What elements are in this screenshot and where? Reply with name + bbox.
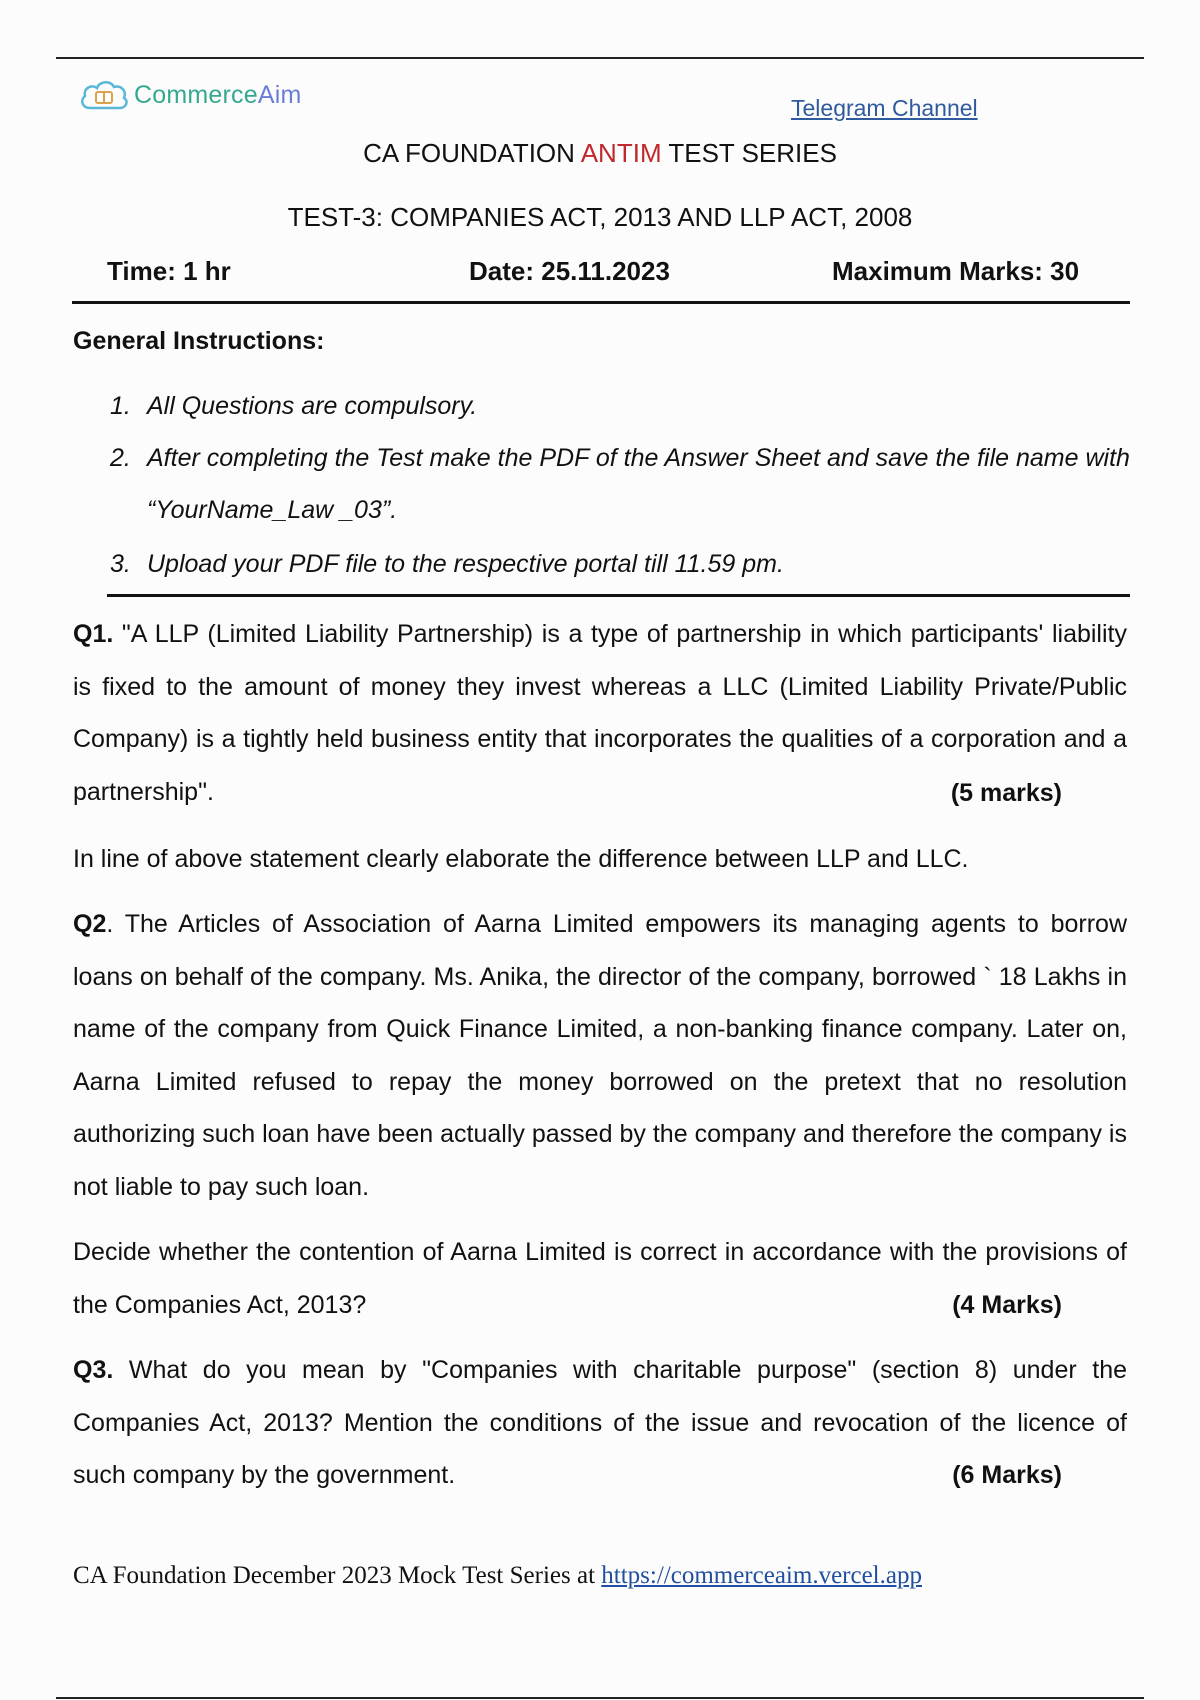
- instruction-number: 1.: [110, 392, 131, 420]
- instruction-text: All Questions are compulsory.: [147, 392, 478, 420]
- test-series-title: [0, 138, 1200, 169]
- title-part-2: TEST SERIES: [661, 138, 837, 168]
- question-2-label: Q2: [73, 910, 107, 938]
- logo-text: [134, 81, 302, 110]
- question-2-text: . The Articles of Association of Aarna Limited empowers its managing agents to borrow loans on behalf of the company. Ms. Anika, the director of the company, borrowed ` 18 Lakhs in name of the company from Quick Finance Limited, a non-banking finance company. Later on, Aarna Limited refused to repay the money borrowed on the pretext that no resolution authorizing such loan have been actually passed by the company and therefore the company is not liable to pay such loan.: [73, 910, 1127, 1201]
- test-subtitle: TEST-3: COMPANIES ACT, 2013 AND LLP ACT, 2008: [287, 202, 913, 232]
- logo-name-commerce: Commerce: [134, 80, 258, 109]
- question-2-followup: Decide whether the contention of Aarna Limited is correct in accordance with the provisions of the Companies Act, 2013?: [73, 1238, 1127, 1319]
- instruction-item: [110, 538, 1130, 590]
- test-date: Date: 25.11.2023: [469, 256, 670, 286]
- instruction-text: Upload your PDF file to the respective portal till 11.59 pm.: [147, 550, 784, 578]
- instruction-item: [110, 432, 1130, 536]
- question-3-text: What do you mean by "Companies with charitable purpose" (section 8) under the Companies Act, 2013? Mention the conditions of the issue and revocation of the licence of such company by the government.: [73, 1356, 1127, 1489]
- question-1-followup: In line of above statement clearly elaborate the difference between LLP and LLC.: [73, 845, 969, 873]
- question-3-marks: (6 Marks): [952, 1461, 1062, 1489]
- instruction-number: 3.: [110, 550, 131, 578]
- question-1-label: Q1.: [73, 620, 114, 648]
- instruction-text: After completing the Test make the PDF of the Answer Sheet and save the file name with “YourName_Law _03”.: [147, 444, 1130, 524]
- question-2: [73, 898, 1127, 1213]
- question-1-marks: (5 marks): [950, 779, 1062, 807]
- footer: [73, 1562, 922, 1590]
- bottom-rule: [56, 1697, 1144, 1699]
- footer-text: CA Foundation December 2023 Mock Test Series at: [73, 1562, 602, 1589]
- instruction-item: [110, 380, 1130, 432]
- question-3-label: Q3.: [73, 1356, 114, 1384]
- instruction-number: 2.: [110, 444, 131, 472]
- general-instructions-heading: General Instructions:: [73, 327, 325, 355]
- maximum-marks: Maximum Marks: 30: [832, 256, 1080, 286]
- title-part-1: CA FOUNDATION: [363, 138, 581, 168]
- header-divider: [72, 301, 1130, 304]
- title-highlight: ANTIM: [580, 138, 662, 168]
- instructions-divider: [107, 594, 1130, 597]
- question-2-marks: (4 Marks): [952, 1291, 1062, 1319]
- logo-name-aim: Aim: [257, 80, 302, 109]
- cloud-book-icon: [78, 78, 130, 112]
- top-rule: [56, 57, 1144, 59]
- commerceaim-logo[interactable]: [78, 78, 302, 112]
- telegram-channel-link[interactable]: Telegram Channel: [791, 95, 978, 121]
- question-1-text: "A LLP (Limited Liability Partnership) is a type of partnership in which participants' liability is fixed to the amount of money they invest whereas a LLC (Limited Liability Private/Public Company) is a tightly held business entity that incorporates the qualities of a corporation and a partnership".: [73, 620, 1127, 806]
- test-time: Time: 1 hr: [107, 256, 231, 286]
- footer-website-link[interactable]: https://commerceaim.vercel.app: [601, 1562, 922, 1589]
